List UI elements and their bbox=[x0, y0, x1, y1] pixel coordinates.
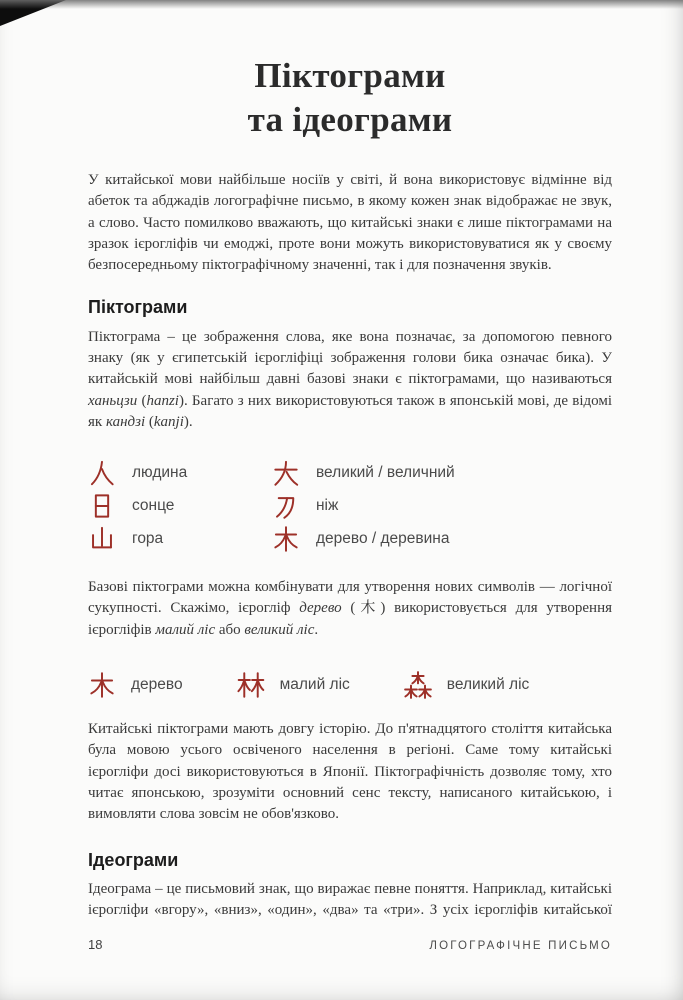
tree-example bbox=[237, 671, 350, 699]
chapter-title-line-2: та ідеограми bbox=[247, 100, 453, 140]
hanzi-character bbox=[404, 671, 432, 699]
pictogram-definition-paragraph: Піктограма – це зображення слова, яке вона позначає, за допомогою певного знаку (як у єгипетській ієрогліфіці зображення голови бика означає бика). У китайській мові найбільш давні базові знаки є піктограмами, що називаються ханьцзи (hanzi). Багато з них використовуються також в японській мові, де відомі як кандзі (kanji). bbox=[88, 328, 612, 430]
chapter-title bbox=[88, 54, 612, 142]
tree-examples-row bbox=[88, 671, 612, 699]
page-footer bbox=[88, 937, 612, 952]
chapter-title-line-1: Піктограми bbox=[254, 56, 446, 95]
section-heading-ideograms: Ідеограми bbox=[88, 849, 179, 870]
history-paragraph: Китайські піктограми мають довгу історію. До п'ятнадцятого століття китайська була мовою усього освіченого населення в регіоні. Саме тому китайські ієрогліфи досі використовуються в Японії. Піктографічність дозволяє тому, хто читає японською, зрозуміти основний сенс тексту, написаного китайською, і вимовляти слова зовсім не обов'язково. bbox=[88, 721, 612, 823]
combination-paragraph: Базові піктограми можна комбінувати для утворення нових символів — логічної сукупності. Скажімо, ієрогліф дерево (木) використовується для утворення ієрогліфів малий ліс або великий ліс. bbox=[88, 579, 613, 638]
hanzi-label: гора bbox=[132, 530, 164, 548]
pictogram-glossary-table bbox=[88, 459, 612, 553]
tree-example bbox=[404, 671, 530, 699]
hanzi-character bbox=[88, 525, 116, 553]
hanzi-character bbox=[272, 492, 300, 520]
hanzi-character bbox=[88, 671, 116, 699]
hanzi-label: малий ліс bbox=[279, 676, 350, 694]
tree-example bbox=[88, 671, 183, 699]
running-footer-title: ЛОГОГРАФІЧНЕ ПИСЬМО bbox=[429, 940, 612, 952]
hanzi-label: дерево / деревина bbox=[316, 530, 450, 548]
ideogram-definition-paragraph: Ідеограма – це письмовий знак, що виражає певне поняття. Наприклад, китайські ієрогліфи «вгору», «вниз», «один», «два» та «три». З усіх ієрогліфів китайської bbox=[88, 880, 612, 918]
hanzi-label: дерево bbox=[131, 676, 183, 694]
hanzi-character bbox=[88, 459, 116, 487]
hanzi-label: ніж bbox=[316, 497, 339, 515]
page-content bbox=[88, 0, 612, 921]
hanzi-label: великий ліс bbox=[446, 676, 530, 694]
hanzi-character bbox=[272, 525, 300, 553]
page-number: 18 bbox=[88, 937, 103, 952]
intro-paragraph: У китайської мови найбільше носіїв у світі, й вона використовує відмінне від абеток та абджадів логографічне письмо, в якому кожен знак відображає не звук, а слово. Часто помилково вважають, що китайські знаки є лише піктограмами на зразок ієрогліфів чи емоджі, проте вони можуть використовуватися як у своєму безпосередньому піктографічному значенні, так і для позначення звуків. bbox=[88, 172, 612, 274]
section-heading-pictograms: Піктограми bbox=[88, 296, 188, 317]
hanzi-character bbox=[272, 459, 300, 487]
hanzi-label: великий / величний bbox=[316, 464, 455, 482]
hanzi-character bbox=[237, 671, 265, 699]
hanzi-label: людина bbox=[132, 464, 188, 482]
hanzi-character bbox=[88, 492, 116, 520]
hanzi-label: сонце bbox=[132, 497, 175, 515]
